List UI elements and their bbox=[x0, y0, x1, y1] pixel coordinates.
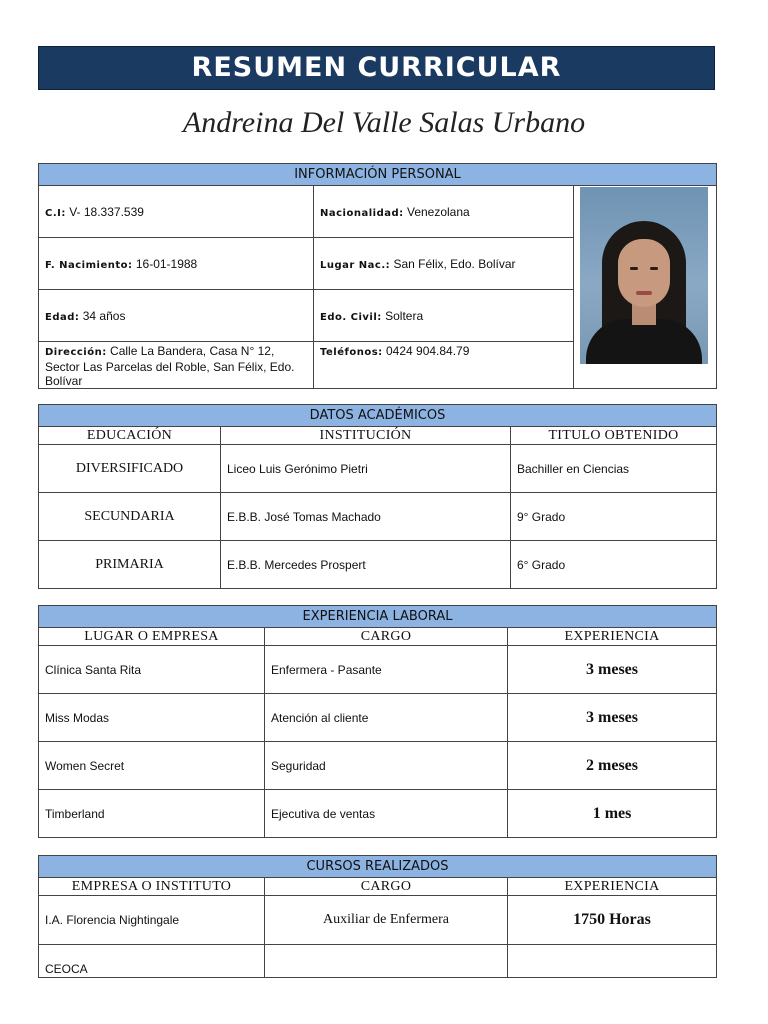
phone-cell bbox=[314, 342, 574, 389]
civil-status-value: Soltera bbox=[381, 308, 424, 323]
ci-cell bbox=[39, 186, 314, 238]
work-role: Enfermera - Pasante bbox=[265, 646, 508, 694]
nationality-label: Nacionalidad: bbox=[320, 207, 404, 219]
courses-col-role: CARGO bbox=[265, 878, 508, 896]
phone-label: Teléfonos: bbox=[320, 347, 383, 358]
academic-institution: E.B.B. José Tomas Machado bbox=[221, 493, 511, 541]
address-value: Calle La Bandera, Casa N° 12, Sector Las Parcelas del Roble, San Félix, Edo. Bolívar bbox=[45, 344, 295, 388]
age-cell bbox=[39, 290, 314, 342]
academic-level: DIVERSIFICADO bbox=[39, 445, 221, 493]
address-label: Dirección: bbox=[45, 347, 107, 358]
work-role: Ejecutiva de ventas bbox=[265, 790, 508, 838]
academic-title: Bachiller en Ciencias bbox=[511, 445, 717, 493]
address-cell bbox=[39, 342, 314, 389]
academic-level: SECUNDARIA bbox=[39, 493, 221, 541]
work-experience: 3 meses bbox=[508, 646, 717, 694]
table-row bbox=[39, 742, 717, 790]
birthplace-value: San Félix, Edo. Bolívar bbox=[390, 256, 516, 271]
birthdate-cell bbox=[39, 238, 314, 290]
work-experience-table bbox=[38, 605, 717, 838]
academic-title: 9° Grado bbox=[511, 493, 717, 541]
table-row bbox=[39, 694, 717, 742]
work-role: Atención al cliente bbox=[265, 694, 508, 742]
work-experience: 3 meses bbox=[508, 694, 717, 742]
personal-info-table bbox=[38, 163, 717, 389]
course-institute: I.A. Florencia Nightingale bbox=[39, 896, 265, 945]
phone-value: 0424 904.84.79 bbox=[382, 344, 470, 358]
work-col-role: CARGO bbox=[265, 628, 508, 646]
civil-status-cell bbox=[314, 290, 574, 342]
work-place: Miss Modas bbox=[39, 694, 265, 742]
table-row bbox=[39, 790, 717, 838]
work-col-place: LUGAR O EMPRESA bbox=[39, 628, 265, 646]
work-place: Clínica Santa Rita bbox=[39, 646, 265, 694]
candidate-name: Andreina Del Valle Salas Urbano bbox=[182, 106, 586, 139]
academic-col-institution: INSTITUCIÓN bbox=[221, 427, 511, 445]
civil-status-label: Edo. Civil: bbox=[320, 311, 382, 323]
courses-table bbox=[38, 855, 717, 978]
personal-section-header: INFORMACIÓN PERSONAL bbox=[39, 164, 717, 186]
age-label: Edad: bbox=[45, 311, 80, 323]
birthplace-label: Lugar Nac.: bbox=[320, 259, 391, 271]
work-place: Women Secret bbox=[39, 742, 265, 790]
course-institute: CEOCA bbox=[39, 945, 265, 978]
table-row bbox=[39, 896, 717, 945]
profile-photo bbox=[580, 187, 708, 364]
academic-institution: E.B.B. Mercedes Prospert bbox=[221, 541, 511, 589]
academic-institution: Liceo Luis Gerónimo Pietri bbox=[221, 445, 511, 493]
table-row bbox=[39, 646, 717, 694]
birthplace-cell bbox=[314, 238, 574, 290]
academic-section-header: DATOS ACADÉMICOS bbox=[39, 405, 717, 427]
table-row bbox=[39, 945, 717, 978]
table-row bbox=[39, 445, 717, 493]
work-section-header: EXPERIENCIA LABORAL bbox=[39, 606, 717, 628]
courses-section-header: CURSOS REALIZADOS bbox=[39, 856, 717, 878]
academic-col-title: TITULO OBTENIDO bbox=[511, 427, 717, 445]
nationality-value: Venezolana bbox=[403, 204, 470, 219]
document-title: RESUMEN CURRICULAR bbox=[38, 46, 715, 90]
course-role bbox=[265, 945, 508, 978]
birthdate-value: 16-01-1988 bbox=[132, 256, 198, 271]
work-experience: 1 mes bbox=[508, 790, 717, 838]
age-value: 34 años bbox=[79, 308, 126, 323]
table-row bbox=[39, 541, 717, 589]
photo-cell bbox=[574, 186, 717, 389]
academic-title: 6° Grado bbox=[511, 541, 717, 589]
course-experience: 1750 Horas bbox=[508, 896, 717, 945]
courses-col-experience: EXPERIENCIA bbox=[508, 878, 717, 896]
work-role: Seguridad bbox=[265, 742, 508, 790]
academic-col-education: EDUCACIÓN bbox=[39, 427, 221, 445]
nationality-cell bbox=[314, 186, 574, 238]
ci-value: V- 18.337.539 bbox=[65, 204, 144, 219]
academic-table bbox=[38, 404, 717, 589]
birthdate-label: F. Nacimiento: bbox=[45, 259, 133, 271]
courses-col-institute: EMPRESA O INSTITUTO bbox=[39, 878, 265, 896]
course-role: Auxiliar de Enfermera bbox=[265, 896, 508, 945]
ci-label: C.I: bbox=[45, 207, 66, 219]
work-col-experience: EXPERIENCIA bbox=[508, 628, 717, 646]
work-place: Timberland bbox=[39, 790, 265, 838]
course-experience bbox=[508, 945, 717, 978]
academic-level: PRIMARIA bbox=[39, 541, 221, 589]
work-experience: 2 meses bbox=[508, 742, 717, 790]
table-row bbox=[39, 493, 717, 541]
